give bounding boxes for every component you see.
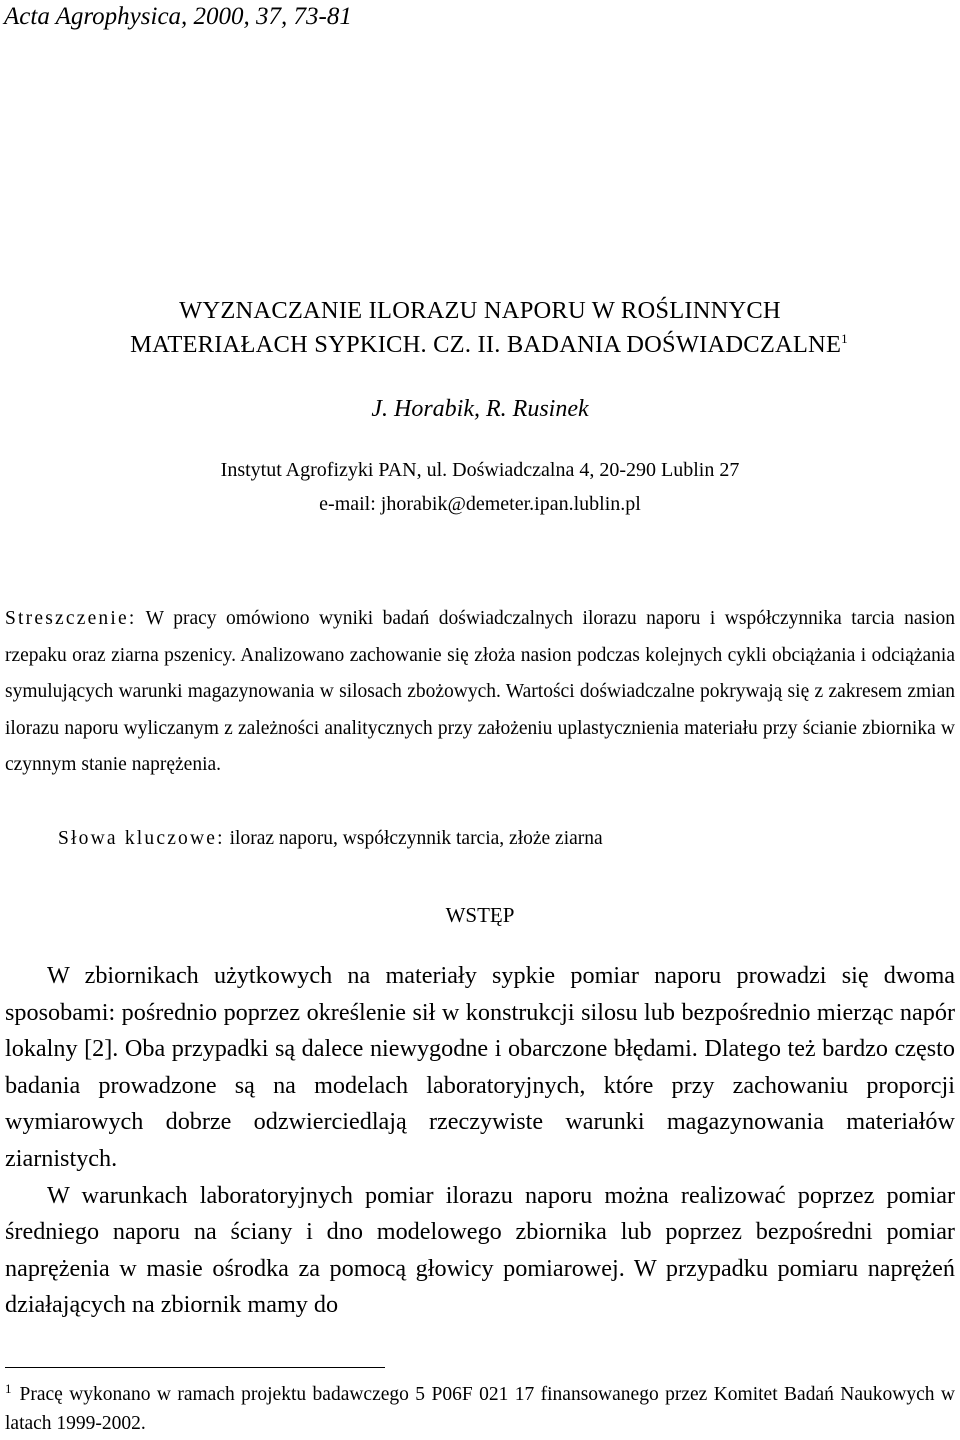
keywords xyxy=(58,822,958,856)
section-heading: WSTĘP xyxy=(445,903,515,927)
footnote-mark: 1 xyxy=(5,1380,12,1396)
paper-title xyxy=(0,294,960,362)
title-footnote-mark: 1 xyxy=(841,330,848,346)
abstract xyxy=(5,601,955,784)
affiliation: Instytut Agrofizyki PAN, ul. Doświadczalna 4, 20-290 Lublin 27 xyxy=(220,459,740,481)
title-line-2-text: MATERIAŁACH SYPKICH. CZ. II. BADANIA DOŚWIADCZALNE xyxy=(130,331,842,358)
email: e-mail: jhorabik@demeter.ipan.lublin.pl xyxy=(319,493,641,515)
keywords-text: iloraz naporu, współczynnik tarcia, złoże ziarna xyxy=(229,828,603,849)
title-line-1: WYZNACZANIE ILORAZU NAPORU W ROŚLINNYCH xyxy=(179,297,781,324)
abstract-label: Streszczenie: xyxy=(5,608,137,629)
keywords-label: Słowa kluczowe: xyxy=(58,828,225,849)
footnote xyxy=(5,1380,955,1438)
paragraph: W warunkach laboratoryjnych pomiar ilorazu naporu można realizować poprzez pomiar średniego naporu na ściany i dno modelowego zbiornika lub poprzez bezpośredni pomiar naprężenia w masie ośrodka za pomocą głowicy pomiarowej. W przypadku pomiaru naprężeń działających na zbiornik mamy do xyxy=(5,1181,955,1319)
footnote-text: Pracę wykonano w ramach projektu badawczego 5 P06F 021 17 finansowanego przez Komitet Badań Naukowych w latach 1999-2002. xyxy=(5,1384,955,1434)
journal-reference: Acta Agrophysica, 2000, 37, 73-81 xyxy=(4,3,352,30)
footnote-divider xyxy=(5,1367,385,1368)
title-line-2 xyxy=(0,328,960,362)
abstract-text: W pracy omówiono wyniki badań doświadczalnych ilorazu naporu i współczynnika tarcia nasion rzepaku oraz ziarna pszenicy. Analizowano zachowanie się złoża nasion podczas kolejnych cykli obciążania i odciążania symulujących warunki magazynowania w silosach zbożowych. Wartości doświadczalne pokrywają się z zakresem zmian ilorazu naporu wyliczanym z zależności analitycznych przy założeniu uplastycznienia materiału przy ścianie zbiornika w czynnym stanie naprężenia. xyxy=(5,608,955,775)
paragraph: W zbiornikach użytkowych na materiały sypkie pomiar naporu prowadzi się dwoma sposobami: pośrednio poprzez określenie sił w konstrukcji silosu lub bezpośrednio mierząc napór lokalny [2]. Oba przypadki są dalece niewygodne i obarczone błędami. Dlatego też bardzo często badania prowadzone są na modelach laboratoryjnych, które przy zachowaniu proporcji wymiarowych dobrze odzwierciedlają rzeczywiste warunki magazynowania materiałów ziarnistych. xyxy=(5,962,955,1172)
body-text xyxy=(5,958,955,1324)
authors: J. Horabik, R. Rusinek xyxy=(371,396,589,422)
